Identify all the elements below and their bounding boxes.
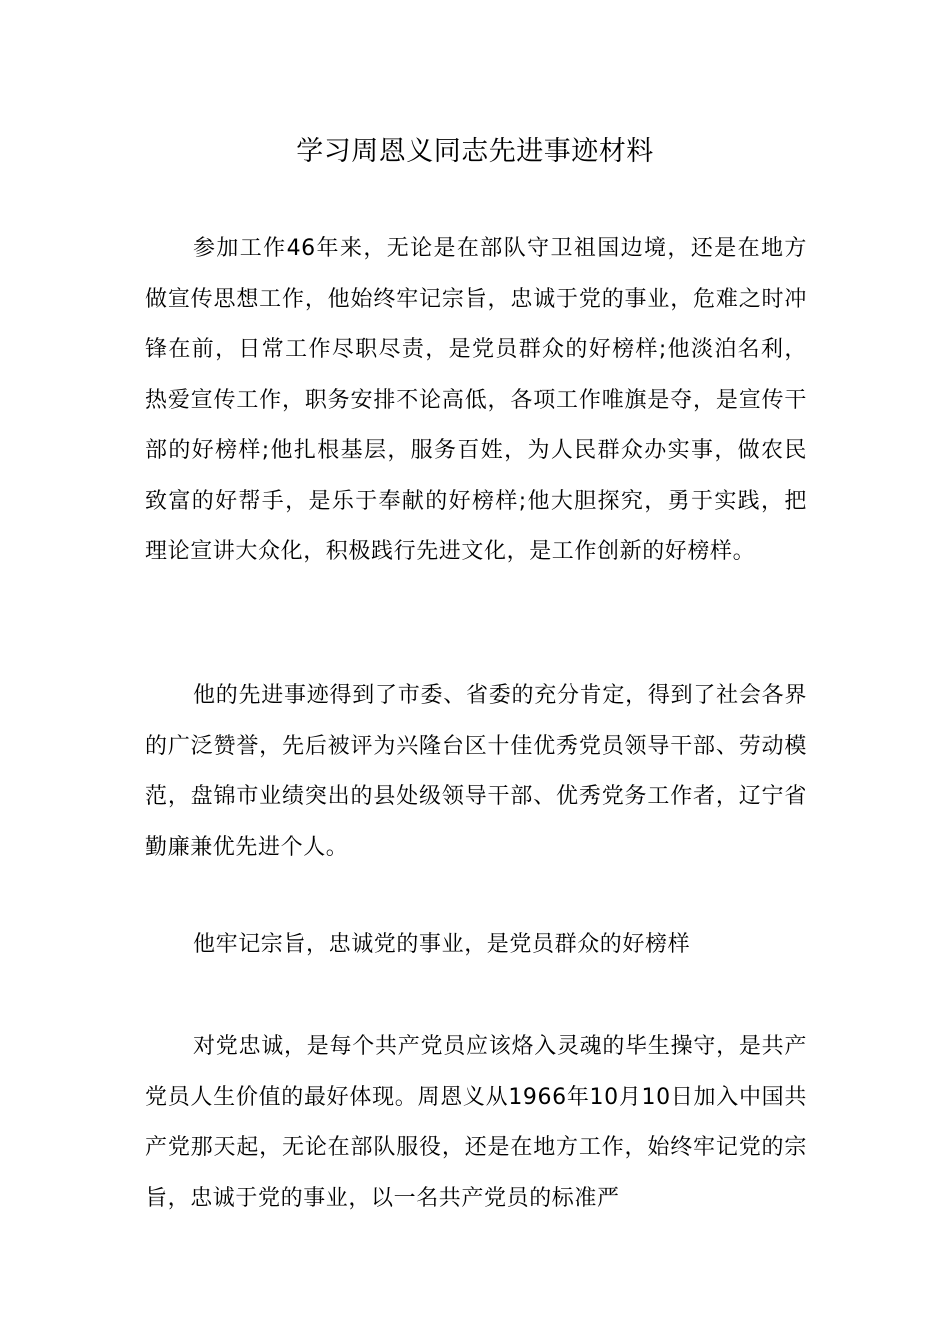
paragraph-loyalty: 对党忠诚，是每个共产党员应该烙入灵魂的毕生操守，是共产党员人生价值的最好体现。周恩义从1966年10月10日加入中国共产党那天起，无论在部队服役，还是在地方工作，始终牢记党的宗旨，忠诚于党的事业，以一名共产党员的标准严 — [145, 1034, 807, 1211]
paragraph-honors: 他的先进事迹得到了市委、省委的充分肯定，得到了社会各界的广泛赞誉，先后被评为兴隆台区十佳优秀党员领导干部、劳动模范，盘锦市业绩突出的县处级领导干部、优秀党务工作者，辽宁省勤廉兼优先进个人。 — [145, 683, 807, 860]
section-heading-loyalty: 他牢记宗旨，忠诚党的事业，是党员群众的好榜样 — [193, 932, 691, 957]
paragraph-work-history: 参加工作46年来，无论是在部队守卫祖国边境，还是在地方做宣传思想工作，他始终牢记宗旨，忠诚于党的事业，危难之时冲锋在前，日常工作尽职尽责，是党员群众的好榜样;他淡泊名利，热爱宣传工作，职务安排不论高低，各项工作唯旗是夺，是宣传干部的好榜样;他扎根基层，服务百姓，为人民群众办实事，做农民致富的好帮手，是乐于奉献的好榜样;他大胆探究，勇于实践，把理论宣讲大众化，积极践行先进文化，是工作创新的好榜样。 — [145, 236, 807, 564]
document-title: 学习周恩义同志先进事迹材料 — [296, 136, 654, 167]
